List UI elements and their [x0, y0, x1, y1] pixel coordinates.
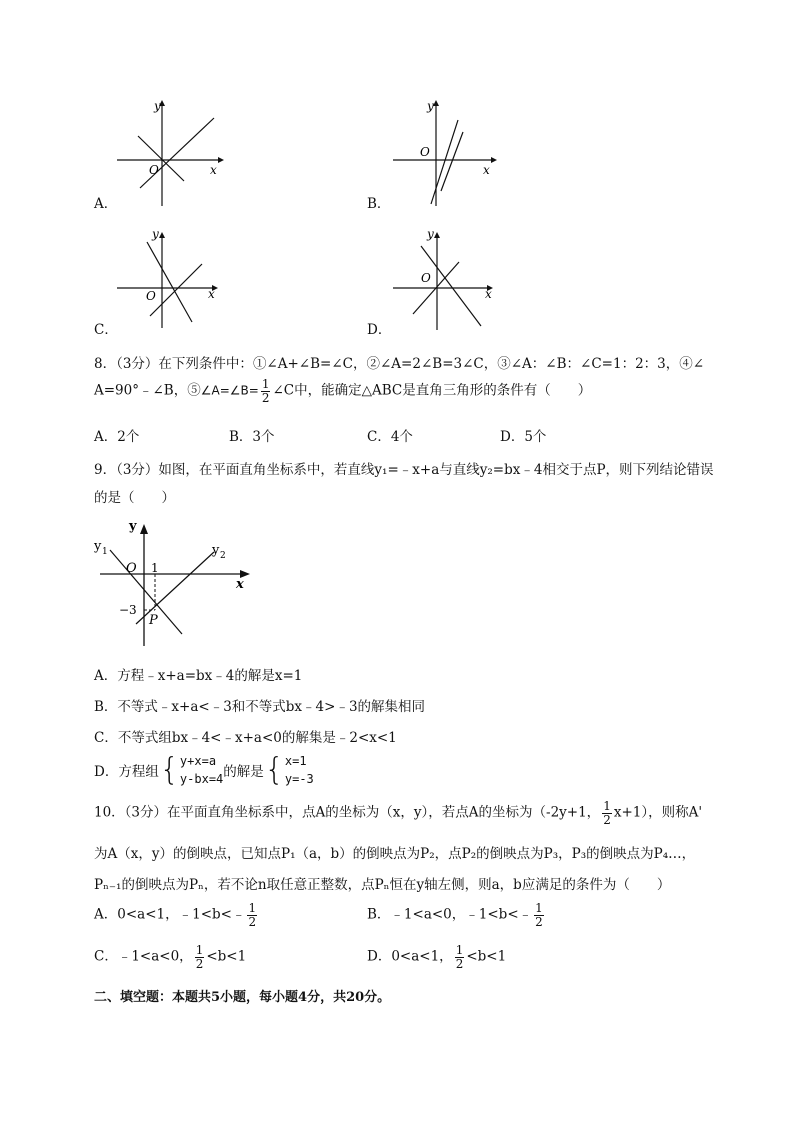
- brace-icon: {: [264, 751, 284, 788]
- q10-option-a[interactable]: A．0<a<1，﹣1<b<﹣ $\frac{1}{2}$: [94, 901, 257, 929]
- equation-system: y+x=a y-bx=4: [179, 754, 224, 786]
- x-label: x: [210, 163, 217, 177]
- origin-label: O: [146, 289, 156, 303]
- tick-minus3-label: −3: [119, 603, 137, 617]
- solution-system: x=1 y=-3: [284, 754, 314, 786]
- q9-option-d[interactable]: [94, 752, 314, 788]
- origin-label: O: [149, 163, 159, 177]
- section-2-heading: 二、填空题：本题共5小题，每小题4分，共20分。: [94, 990, 391, 1005]
- q7-option-a[interactable]: A．: [94, 196, 118, 212]
- brace-icon: {: [159, 751, 179, 788]
- y-label: y: [427, 227, 434, 241]
- q7-option-d[interactable]: D．: [367, 322, 392, 338]
- x-axis-label: x: [236, 577, 244, 592]
- q8-option-d[interactable]: D．5个: [500, 429, 547, 445]
- q8-number: 8．（3分）在下列条件中：: [94, 356, 253, 372]
- q8-conditions-2b: ∠A=∠B=: [200, 383, 259, 398]
- q9-option-a[interactable]: A．方程﹣x+a=bx﹣4的解是x=1: [94, 668, 303, 684]
- line-y1-label: y: [94, 539, 102, 554]
- q8-conditions-1: ①∠A+∠B=∠C，②∠A=2∠B=3∠C，③∠A：∠B：∠C=1：2：3，④∠: [252, 356, 705, 372]
- q9-option-d-prefix: D．方程组: [94, 764, 159, 780]
- line-y1-subscript: 1: [102, 547, 108, 557]
- q7-option-b[interactable]: B．: [367, 196, 391, 212]
- q9-line1: 9．（3分）如图，在平面直角坐标系中，若直线y₁=﹣x+a与直线y₂=bx﹣4相交于点P，则下列结论错误: [94, 462, 714, 478]
- y-label: y: [154, 99, 161, 113]
- q9-option-c[interactable]: C．不等式组bx﹣4<﹣x+a<0的解集是﹣2<x<1: [94, 730, 397, 746]
- q8-conditions-2c: ∠C中，能确定△ABC是直角三角形的条件有（ ）: [272, 382, 592, 399]
- x-label: x: [208, 287, 215, 301]
- q10-option-c[interactable]: C．﹣1<a<0， $\frac{1}{2}$ <b<1: [94, 943, 247, 971]
- q10-line1: [94, 800, 702, 826]
- origin-label: O: [421, 271, 431, 285]
- q9-option-d-mid: 的解是: [223, 764, 264, 780]
- q10-option-d[interactable]: D．0<a<1， $\frac{1}{2}$ <b<1: [367, 943, 507, 971]
- q9-option-b[interactable]: B．不等式﹣x+a<﹣3和不等式bx﹣4>﹣3的解集相同: [94, 699, 426, 715]
- q9-line2: 的是（ ）: [94, 490, 175, 506]
- origin-label: O: [126, 561, 137, 576]
- tick-1-label: 1: [151, 561, 159, 575]
- q8-fraction: $\frac{1}{2}$: [261, 377, 270, 405]
- origin-label: O: [420, 145, 430, 159]
- q8-option-c[interactable]: C．4个: [367, 429, 413, 445]
- q8-line2: [94, 378, 591, 404]
- q10-text-1a: 10．（3分）在平面直角坐标系中，点A的坐标为（x，y），若点A的坐标为（-2y+1，: [94, 804, 601, 821]
- q9-graph-svg: [92, 516, 262, 651]
- point-p-label: P: [149, 613, 158, 628]
- q8-line1: [94, 352, 704, 372]
- q10-text-1b: x+1），则称A': [613, 804, 703, 821]
- y-label: y: [152, 227, 159, 241]
- x-label: x: [485, 287, 492, 301]
- line-y2-subscript: 2: [220, 551, 226, 561]
- line-y2-label: y: [212, 543, 220, 558]
- q8-conditions-2a: A=90°﹣∠B，⑤: [94, 382, 201, 399]
- y-label: y: [427, 99, 434, 113]
- y-axis-label: y: [129, 519, 137, 534]
- q8-option-a[interactable]: A．2个: [94, 429, 140, 445]
- x-label: x: [483, 163, 490, 177]
- q9-graph: [92, 516, 262, 651]
- q10-line2: 为A（x，y）的倒映点，已知点P₁（a，b）的倒映点为P₂，点P₂的倒映点为P₃，P₃的倒映点为P₄…，: [94, 846, 696, 862]
- q8-option-b[interactable]: B．3个: [229, 429, 275, 445]
- q7-option-c[interactable]: C．: [94, 322, 118, 338]
- q10-line3: Pₙ₋₁的倒映点为Pₙ，若不论n取任意正整数，点Pₙ恒在y轴左侧，则a，b应满足的条件为（ ）: [94, 877, 671, 893]
- q10-fraction: $\frac{1}{2}$: [603, 799, 611, 827]
- q10-option-b[interactable]: B．﹣1<a<0，﹣1<b<﹣ $\frac{1}{2}$: [367, 901, 543, 929]
